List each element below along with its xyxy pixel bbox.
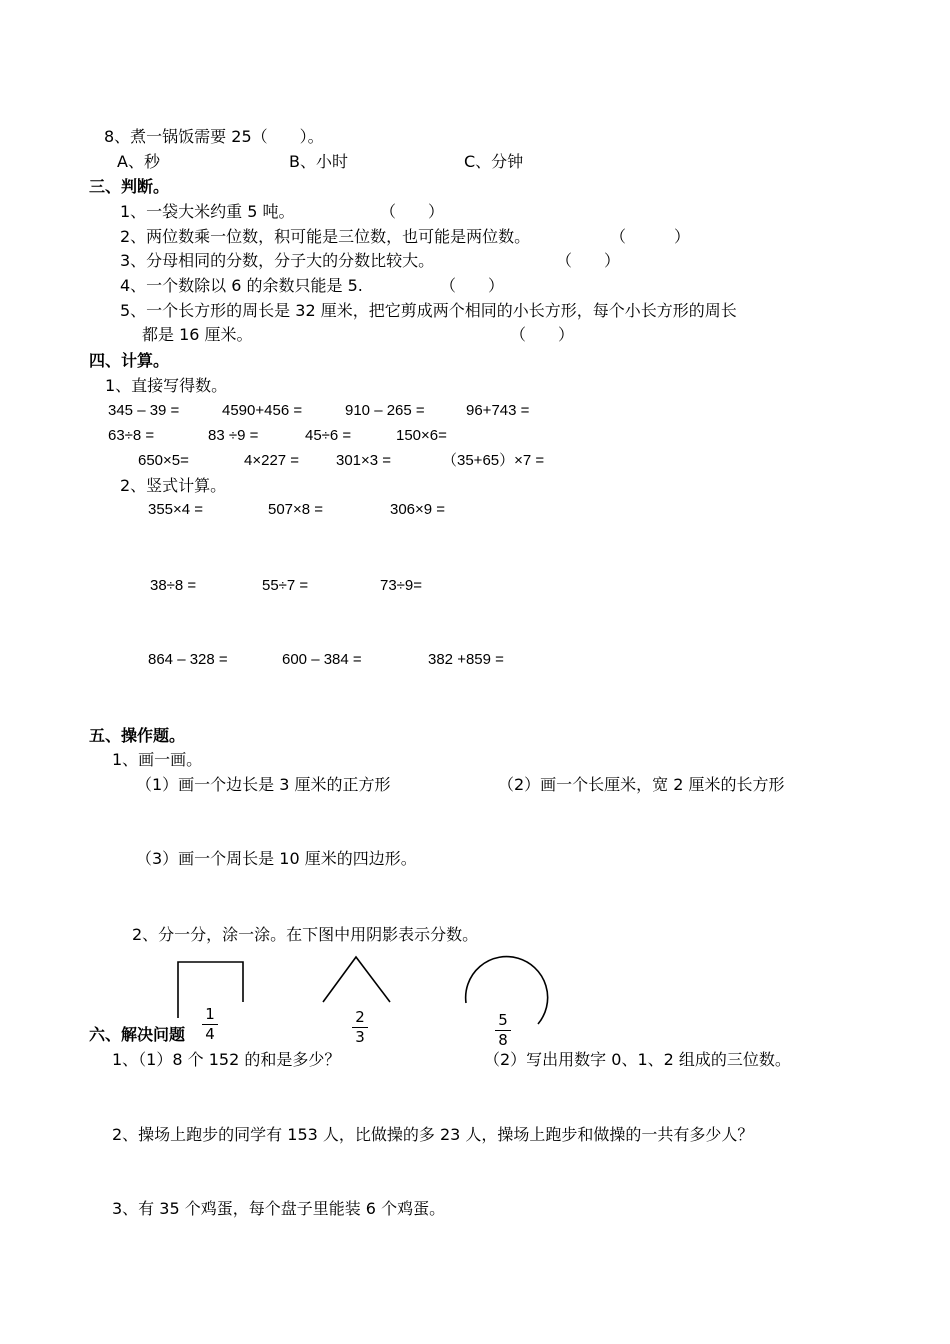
oral-calc-item: 345 – 39 = [108, 402, 180, 419]
fraction-denominator: 4 [205, 1025, 215, 1043]
judge-blank-2[interactable]: （ ） [610, 227, 691, 246]
oral-calc-item: 4590+456 = [222, 402, 303, 419]
oral-calc-item: （35+65）×7 = [442, 452, 545, 469]
judge-blank-5[interactable]: （ ） [510, 325, 575, 344]
judge-item-1: 1、一袋大米约重 5 吨。 [120, 202, 295, 221]
draw-task-3: （3）画一个周长是 10 厘米的四边形。 [136, 849, 417, 868]
vertical-calc-item: 73÷9= [380, 577, 423, 594]
section5-title: 五、操作题。 [89, 726, 186, 745]
vertical-calc-heading: 2、竖式计算。 [120, 476, 227, 495]
oral-calc-item: 96+743 = [466, 402, 530, 419]
q8-option-c: C、分钟 [464, 152, 524, 171]
vertical-calc-item: 355×4 = [148, 501, 204, 518]
fraction-denominator: 8 [498, 1031, 508, 1049]
problem-1b: （2）写出用数字 0、1、2 组成的三位数。 [484, 1050, 791, 1069]
q8-option-a: A、秒 [117, 152, 160, 171]
oral-calc-item: 45÷6 = [305, 427, 352, 444]
oral-calc-item: 150×6= [396, 427, 447, 444]
section4-title: 四、计算。 [89, 351, 170, 370]
fraction-numerator: 5 [498, 1011, 508, 1029]
section3-title: 三、判断。 [89, 177, 170, 196]
judge-item-3: 3、分母相同的分数，分子大的分数比较大。 [120, 251, 435, 270]
oral-calc-item: 83 ÷9 = [208, 427, 259, 444]
oral-calc-item: 650×5= [138, 452, 189, 469]
oral-calc-heading: 1、直接写得数。 [105, 376, 228, 395]
judge-item-5: 5、一个长方形的周长是 32 厘米，把它剪成两个相同的小长方形，每个小长方形的周长 [120, 301, 737, 320]
vertical-calc-item: 864 – 328 = [148, 651, 228, 668]
q8-stem: 8、煮一锅饭需要 25（ ）。 [104, 127, 324, 146]
vertical-calc-item: 306×9 = [390, 501, 446, 518]
judge-item-2: 2、两位数乘一位数，积可能是三位数，也可能是两位数。 [120, 227, 531, 246]
vertical-calc-item: 38÷8 = [150, 577, 197, 594]
q8-option-b: B、小时 [289, 152, 348, 171]
fraction-denominator: 3 [355, 1028, 365, 1046]
oral-calc-item: 4×227 = [244, 452, 300, 469]
vertical-calc-item: 600 – 384 = [282, 651, 362, 668]
judge-blank-1[interactable]: （ ） [380, 202, 445, 221]
oral-calc-item: 301×3 = [336, 452, 392, 469]
draw-task-1: （1）画一个边长是 3 厘米的正方形 [136, 775, 391, 794]
shade-heading: 2、分一分，涂一涂。在下图中用阴影表示分数。 [132, 925, 479, 944]
problem-2: 2、操场上跑步的同学有 153 人，比做操的多 23 人，操场上跑步和做操的一共有多少人？ [112, 1125, 754, 1144]
vertical-calc-item: 507×8 = [268, 501, 324, 518]
section6-title: 六、解决问题 [89, 1025, 186, 1044]
oral-calc-item: 63÷8 = [108, 427, 155, 444]
judge-item-4: 4、一个数除以 6 的余数只能是 5. [120, 276, 363, 295]
fraction-numerator: 1 [205, 1005, 215, 1023]
oral-calc-item: 910 – 265 = [345, 402, 425, 419]
problem-1a: 1、（1）8 个 152 的和是多少？ [112, 1050, 341, 1069]
judge-blank-4[interactable]: （ ） [440, 276, 505, 295]
vertical-calc-item: 382 +859 = [428, 651, 504, 668]
fraction-five-eighths [493, 1012, 513, 1049]
fraction-two-thirds [350, 1009, 370, 1046]
draw-heading: 1、画一画。 [112, 750, 203, 769]
triangle-shape [323, 957, 390, 1002]
judge-item-5-cont: 都是 16 厘米。 [142, 325, 253, 344]
judge-blank-3[interactable]: （ ） [556, 251, 621, 270]
draw-task-2: （2）画一个长厘米，宽 2 厘米的长方形 [498, 775, 785, 794]
vertical-calc-item: 55÷7 = [262, 577, 309, 594]
problem-3: 3、有 35 个鸡蛋，每个盘子里能装 6 个鸡蛋。 [112, 1199, 446, 1218]
fraction-numerator: 2 [355, 1008, 365, 1026]
fraction-one-quarter [200, 1006, 220, 1043]
